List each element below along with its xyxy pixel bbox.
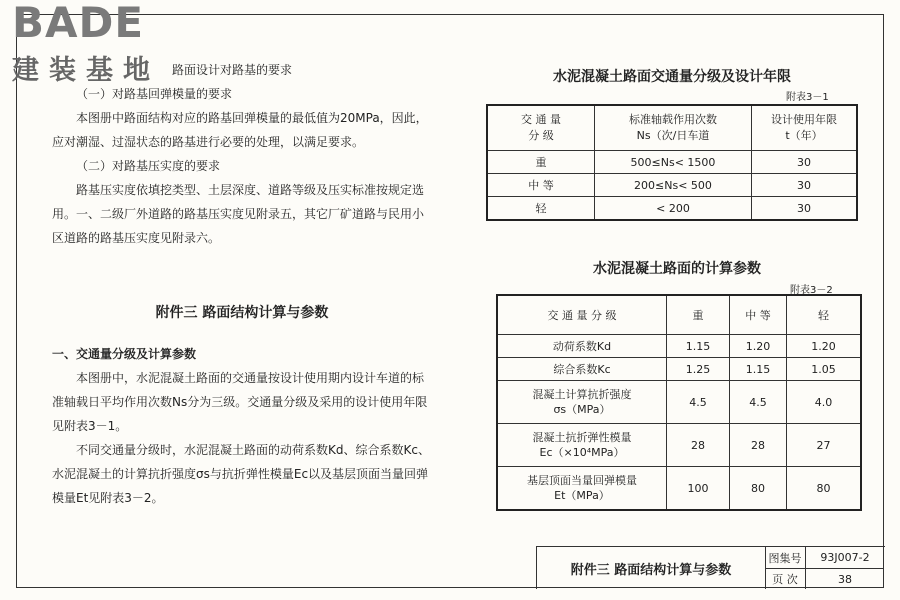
table-row [497,467,861,511]
table-row [497,358,861,381]
table-cell: 1.15 [667,335,730,358]
table-cell: 30 [752,174,858,197]
section-heading-partial: 路面设计对路基的要求 [172,63,293,77]
paragraph-1: 本图册中路面结构对应的路基回弹模量的最低值为20MPa，因此，应对潮湿、过湿状态的路基进行必要的处理，以满足要求。 [52,111,428,149]
table-cell: 基层顶面当量回弹模量 Et（MPa） [497,467,667,511]
table-cell: 重 [487,151,595,174]
table2-title: 水泥混凝土路面的计算参数 [593,261,761,277]
table-cell: 中 等 [487,174,595,197]
header-cell: 设计使用年限 t（年） [752,105,858,151]
table-cell: 4.5 [730,381,787,424]
header-cell: 轻 [787,295,862,335]
header-cell: 中 等 [730,295,787,335]
table-cell: 200≤Ns< 500 [595,174,752,197]
table-row [487,174,857,197]
table-cell: 27 [787,424,862,467]
logo-text: BADE [12,0,145,47]
header-cell: 交 通 量 分 级 [487,105,595,151]
table-row [487,197,857,221]
table-cell: 4.0 [787,381,862,424]
table-row [497,424,861,467]
table-cell: 500≤Ns< 1500 [595,151,752,174]
table-header-row [497,295,861,335]
table-cell: 1.20 [787,335,862,358]
table-cell: 80 [787,467,862,511]
header-cell: 重 [667,295,730,335]
table2-note: 附表3－2 [790,285,833,296]
appendix-heading: 一、交通量分级及计算参数 [52,347,197,361]
traffic-grade-table [486,104,858,221]
table-cell: 1.15 [730,358,787,381]
table-cell: 30 [752,151,858,174]
table-row [497,335,861,358]
table-cell: 轻 [487,197,595,221]
paragraph-2: 路基压实度依填挖类型、土层深度、道路等级及压实标准按规定选用。一、二级厂外道路的路基压实度见附录五，其它厂矿道路与民用小区道路的路基压实度见附录六。 [52,183,425,245]
appendix-paragraph-2: 不同交通量分级时，水泥混凝土路面的动荷系数Kd、综合系数Kc、水泥混凝土的计算抗折强度σs与抗折弹性模量Ec以及基层顶面当量回弹模量Et见附表3－2。 [52,443,430,505]
table-header-row [487,105,857,151]
table-row [497,381,861,424]
appendix-paragraph-1: 本图册中，水泥混凝土路面的交通量按设计使用期内设计车道的标准轴载日平均作用次数Ns分为三级。交通量分级及采用的设计使用年限见附表3－1。 [52,371,428,433]
header-cell: 交 通 量 分 级 [497,295,667,335]
table-cell: 80 [730,467,787,511]
table-cell: 30 [752,197,858,221]
atlas-label: 图集号 [765,547,806,569]
title-block [536,546,885,589]
table-cell: 混凝土抗折弹性模量 Ec（×10⁴MPa） [497,424,667,467]
left-column-top [52,58,432,250]
table-row [487,151,857,174]
table1-title: 水泥混凝土路面交通量分级及设计年限 [553,69,791,85]
table-cell: 4.5 [667,381,730,424]
table-cell: 综合系数Kc [497,358,667,381]
left-column-bottom [52,342,432,510]
atlas-number: 93J007-2 [806,547,884,569]
table-cell: 1.20 [730,335,787,358]
sub-heading-1: （一）对路基回弹模量的要求 [76,87,233,101]
logo-cn-text: 建装基地 [12,55,160,86]
appendix-title: 附件三 路面结构计算与参数 [155,305,329,321]
table-cell: 28 [730,424,787,467]
table1-note: 附表3－1 [786,92,829,103]
header-cell: 标准轴载作用次数 Ns（次/日车道 [595,105,752,151]
page-label: 页 次 [765,569,806,589]
sub-heading-2: （二）对路基压实度的要求 [76,159,221,173]
table-cell: < 200 [595,197,752,221]
table-cell: 混凝土计算抗折强度 σs（MPa） [497,381,667,424]
table-cell: 100 [667,467,730,511]
table-cell: 1.05 [787,358,862,381]
table-cell: 1.25 [667,358,730,381]
title-block-name: 附件三 路面结构计算与参数 [537,547,766,589]
page-number: 38 [838,572,852,586]
parameter-table [496,294,862,511]
table-cell: 28 [667,424,730,467]
table-cell: 动荷系数Kd [497,335,667,358]
